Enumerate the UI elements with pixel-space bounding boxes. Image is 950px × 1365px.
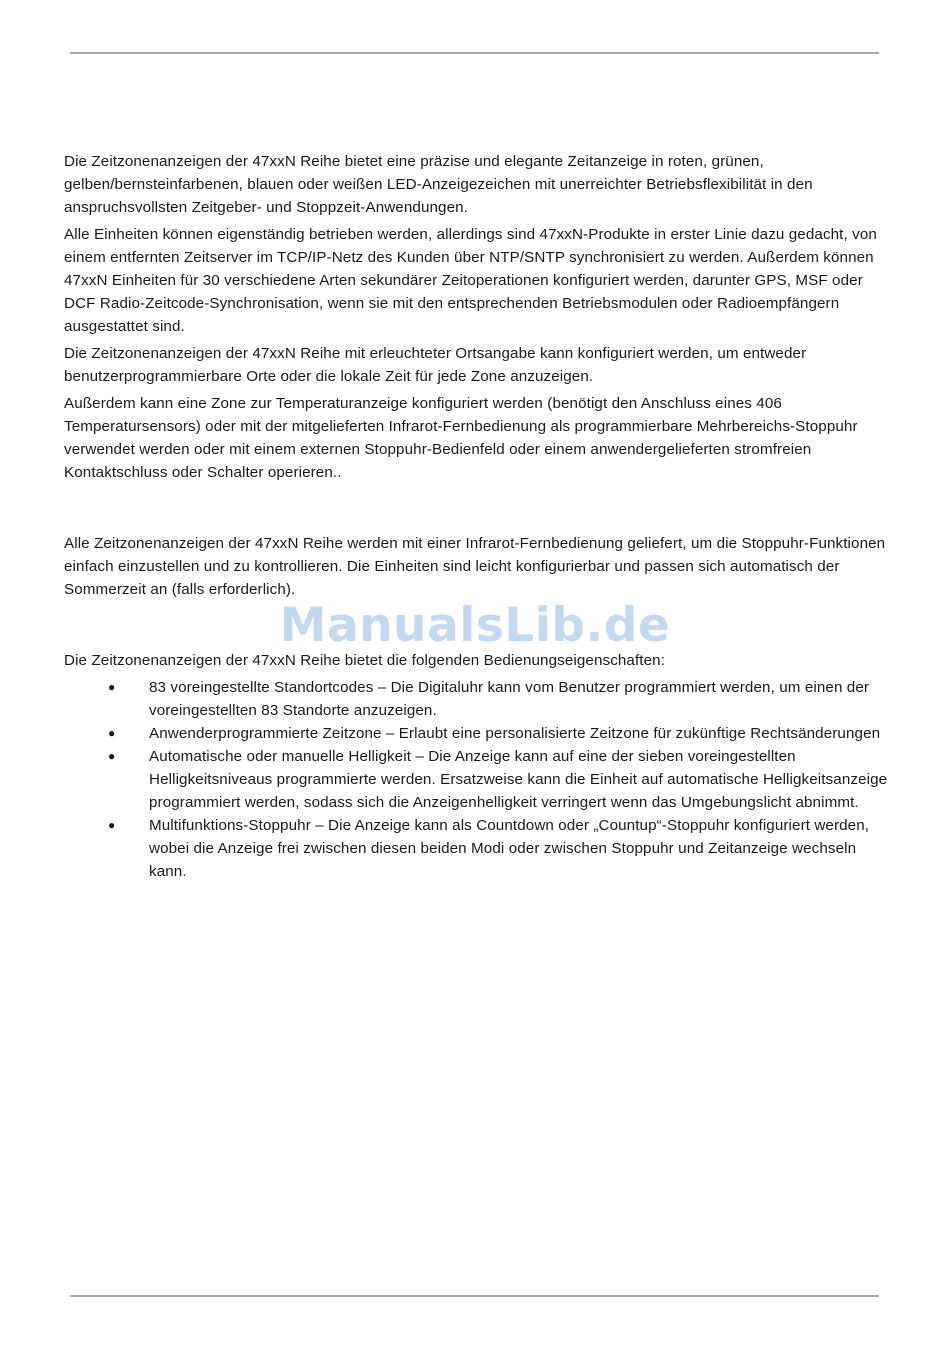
header-rule <box>70 52 879 54</box>
paragraph-remote: Alle Zeitzonenanzeigen der 47xxN Reihe werden mit einer Infrarot-Fernbedienung geliefert, um die Stoppuhr-Funktionen einfach einzustellen und zu kontrollieren. Die Einheiten sind leicht konfigurierbar und passen sich automatisch der Sommerzeit an (falls erforderlich). <box>64 535 886 598</box>
paragraph-temperature: Außerdem kann eine Zone zur Temperaturanzeige konfiguriert werden (benötigt den Anschluss eines 406 Temperatursensors) oder mit der mitgelieferten Infrarot-Fernbedienung als programmierbare Mehrbereichs-Stoppuhr verwendet werden oder mit einem externen Stoppuhr-Bedienfeld oder einem anwendergelieferten stromfreien Kontaktschluss oder Schalter operieren.. <box>64 395 858 481</box>
watermark: ManualsLib.de <box>279 598 671 653</box>
bullet-icon: ● <box>108 749 116 763</box>
bullet-icon: ● <box>108 818 116 832</box>
list-item <box>64 722 890 745</box>
paragraph-location: Die Zeitzonenanzeigen der 47xxN Reihe mit erleuchteter Ortsangabe kann konfiguriert werden, um entweder benutzerprogrammierbare Orte oder die lokale Zeit für jede Zone anzuzeigen. <box>64 345 807 385</box>
feature-text: Anwenderprogrammierte Zeitzone – Erlaubt eine personalisierte Zeitzone für zukünftige Rechtsänderungen <box>149 725 881 742</box>
document-body <box>64 150 890 883</box>
paragraph-intro: Die Zeitzonenanzeigen der 47xxN Reihe bietet eine präzise und elegante Zeitanzeige in roten, grünen, gelben/bernsteinfarbenen, blauen oder weißen LED-Anzeigezeichen mit unerreichter Betriebsflexibilität in den anspruchsvollsten Zeitgeber- und Stoppzeit-Anwendungen. <box>64 153 813 216</box>
feature-text: Multifunktions-Stoppuhr – Die Anzeige kann als Countdown oder „Countup“-Stoppuhr konfiguriert werden, wobei die Anzeige frei zwischen diesen beiden Modi oder zwischen Stoppuhr und Zeitanzeige wechseln kann. <box>149 817 870 880</box>
features-list <box>64 676 890 883</box>
spacer <box>64 488 890 532</box>
list-item <box>64 676 890 722</box>
list-item <box>64 814 890 883</box>
features-intro: Die Zeitzonenanzeigen der 47xxN Reihe bietet die folgenden Bedienungseigenschaften: <box>64 652 666 669</box>
paragraph-sync: Alle Einheiten können eigenständig betrieben werden, allerdings sind 47xxN-Produkte in erster Linie dazu gedacht, von einem entfernten Zeitserver im TCP/IP-Netz des Kunden über NTP/SNTP synchronisiert zu werden. Außerdem können 47xxN Einheiten für 30 verschiedene Arten sekundärer Zeitoperationen konfiguriert werden, darunter GPS, MSF oder DCF Radio-Zeitcode-Synchronisation, wenn sie mit den entsprechenden Betriebsmodulen oder Radioempfängern ausgestattet sind. <box>64 226 877 335</box>
bullet-icon: ● <box>108 726 116 740</box>
list-item <box>64 745 890 814</box>
footer-rule <box>70 1295 879 1297</box>
feature-text: Automatische oder manuelle Helligkeit – Die Anzeige kann auf eine der sieben voreingestellten Helligkeitsniveaus programmierte werden. Ersatzweise kann die Einheit auf automatische Helligkeitsanzeige programmiert werden, sodass sich die Anzeigenhelligkeit verringert wenn das Umgebungslicht abnimmt. <box>149 748 888 811</box>
spacer <box>64 605 890 649</box>
bullet-icon: ● <box>108 680 116 694</box>
feature-text: 83 voreingestellte Standortcodes – Die Digitaluhr kann vom Benutzer programmiert werden, um einen der voreingestellten 83 Standorte anzuzeigen. <box>149 679 870 719</box>
